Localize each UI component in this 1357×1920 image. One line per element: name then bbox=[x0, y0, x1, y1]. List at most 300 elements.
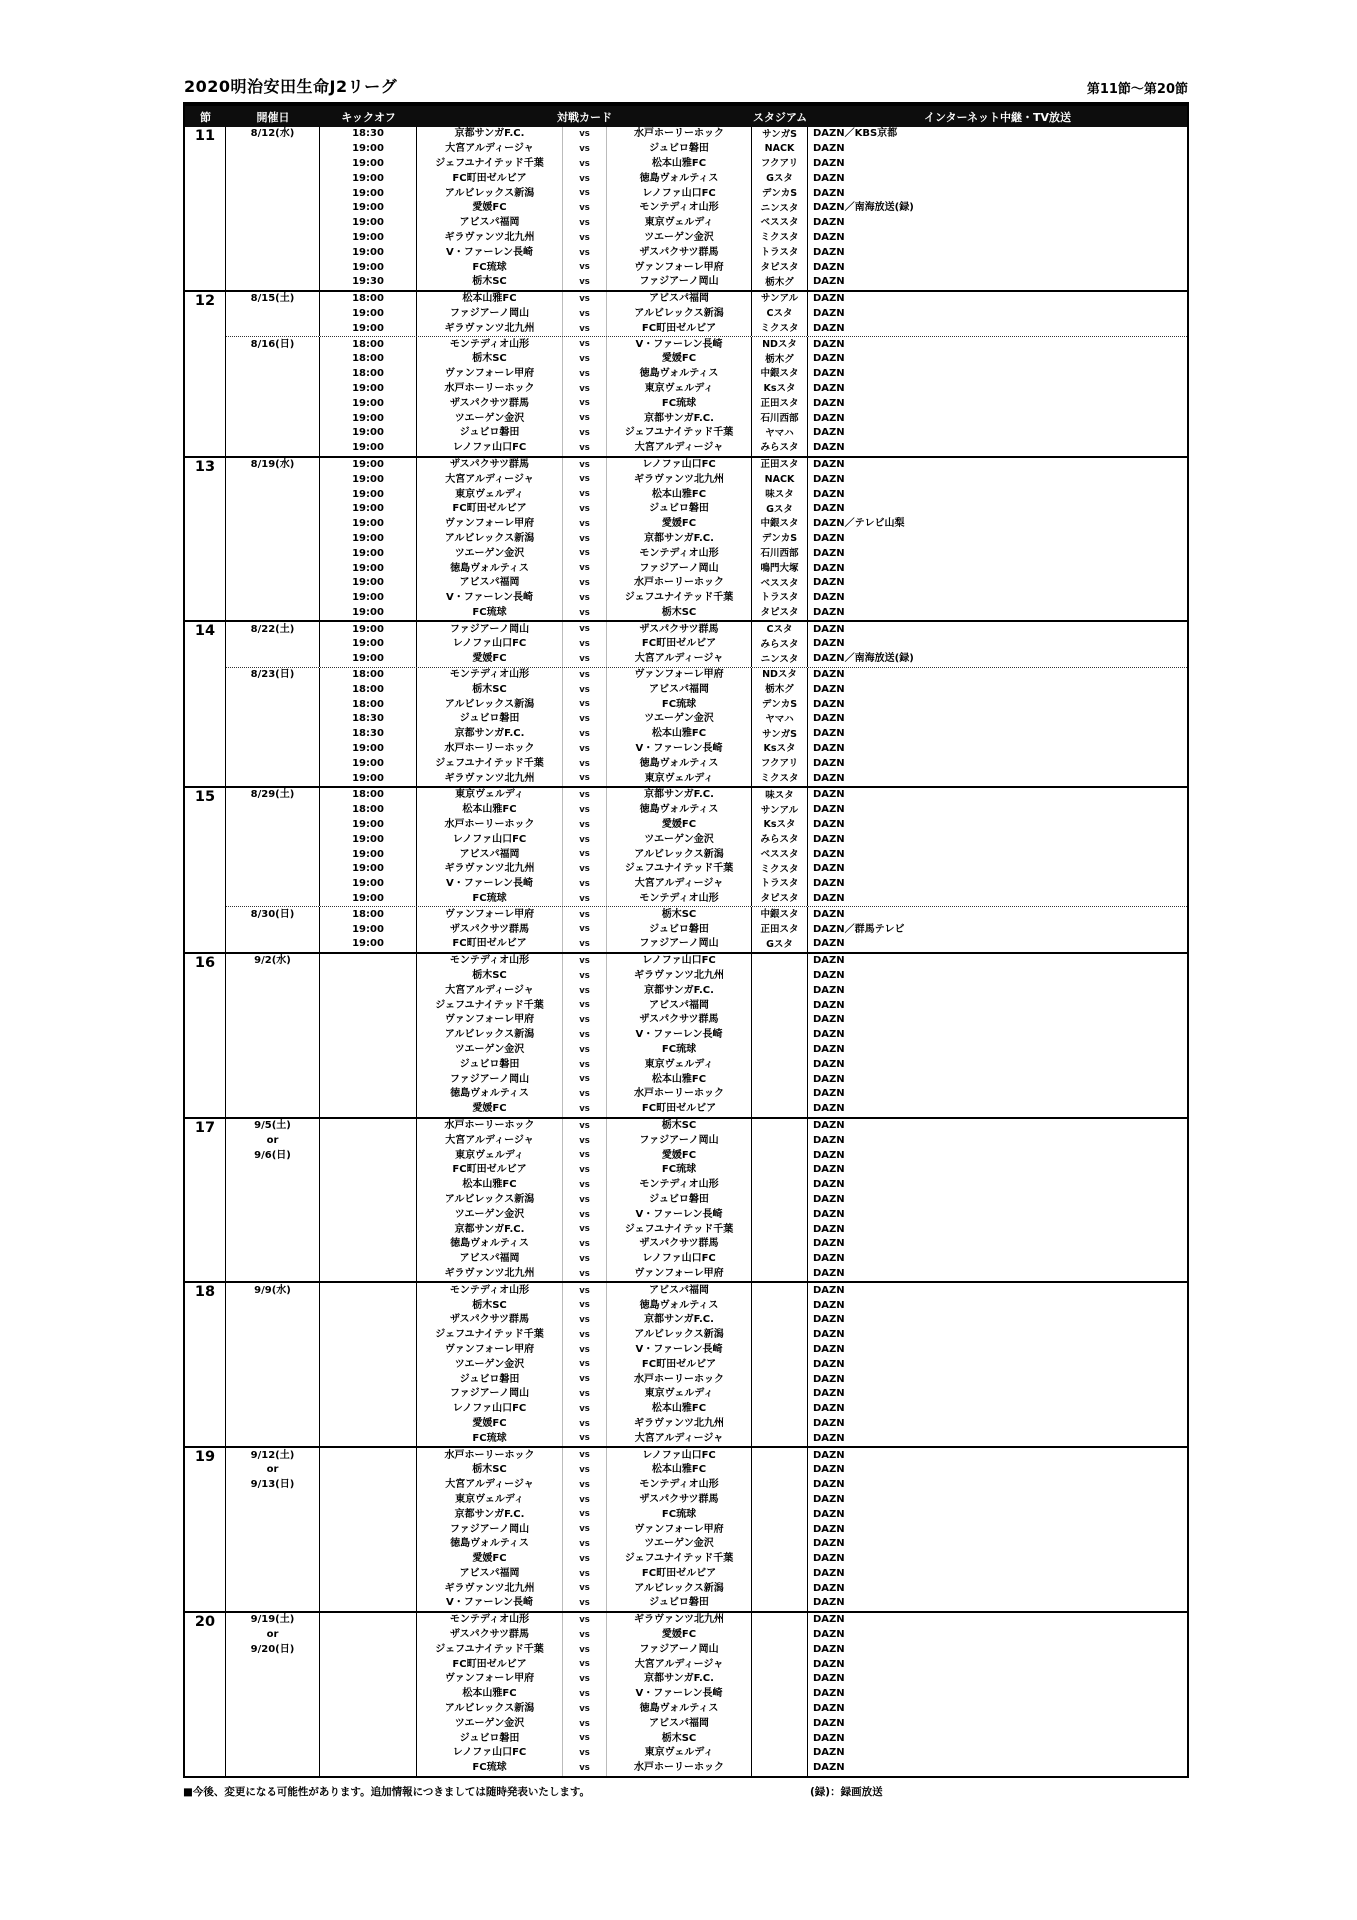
broadcast-cell: DAZN bbox=[813, 1747, 845, 1759]
date-cell bbox=[226, 561, 320, 576]
away-team: V・ファーレン長崎 bbox=[607, 742, 752, 757]
stadium-cell: 鳴門大塚 bbox=[752, 561, 808, 576]
home-team: ツエーゲン金沢 bbox=[417, 1207, 563, 1222]
stadium-cell: みらスタ bbox=[752, 637, 808, 652]
away-team: モンテディオ山形 bbox=[607, 201, 752, 216]
kickoff-cell bbox=[320, 1463, 417, 1478]
match-row bbox=[226, 803, 1187, 818]
kickoff-cell bbox=[320, 1343, 417, 1358]
match-row bbox=[226, 1746, 1187, 1761]
stadium-cell bbox=[752, 1402, 808, 1417]
stadium-cell bbox=[752, 1237, 808, 1252]
match-row bbox=[226, 307, 1187, 322]
stadium-cell: Gスタ bbox=[752, 502, 808, 517]
home-team: 水戸ホーリーホック bbox=[417, 818, 563, 833]
vs-label: vs bbox=[563, 1687, 607, 1702]
kickoff-cell: 18:00 bbox=[320, 352, 417, 367]
stadium-cell: ミクスタ bbox=[752, 862, 808, 877]
broadcast-cell: DAZN bbox=[813, 1479, 845, 1491]
stadium-cell: トラスタ bbox=[752, 877, 808, 892]
section-number: 17 bbox=[185, 1119, 226, 1282]
home-team: ザスパクサツ群馬 bbox=[417, 1628, 563, 1643]
date-cell bbox=[226, 1013, 320, 1028]
broadcast-cell: DAZN bbox=[813, 955, 845, 967]
stadium-cell: 味スタ bbox=[752, 487, 808, 502]
vs-label: vs bbox=[563, 712, 607, 727]
stadium-cell: NDスタ bbox=[752, 668, 808, 683]
match-row bbox=[226, 742, 1187, 757]
broadcast-cell: DAZN／南海放送(録) bbox=[813, 202, 914, 214]
kickoff-cell: 19:00 bbox=[320, 561, 417, 576]
match-row bbox=[226, 1193, 1187, 1208]
stadium-cell: トラスタ bbox=[752, 245, 808, 260]
section-rows bbox=[226, 127, 1187, 290]
vs-label: vs bbox=[563, 382, 607, 397]
away-team: 水戸ホーリーホック bbox=[607, 1761, 752, 1776]
stadium-cell bbox=[752, 1448, 808, 1463]
broadcast-cell: DAZN bbox=[813, 772, 845, 784]
kickoff-cell: 19:00 bbox=[320, 142, 417, 157]
match-row bbox=[226, 1522, 1187, 1537]
home-team: ファジアーノ岡山 bbox=[417, 307, 563, 322]
away-team: ツエーゲン金沢 bbox=[607, 231, 752, 246]
home-team: モンテディオ山形 bbox=[417, 668, 563, 683]
match-row bbox=[226, 697, 1187, 712]
home-team: 栃木SC bbox=[417, 1298, 563, 1313]
kickoff-cell: 19:00 bbox=[320, 892, 417, 907]
date-cell bbox=[226, 1746, 320, 1761]
match-row bbox=[226, 1448, 1187, 1463]
kickoff-cell bbox=[320, 1478, 417, 1493]
broadcast-cell: DAZN bbox=[813, 1179, 845, 1191]
away-team: アルビレックス新潟 bbox=[607, 1581, 752, 1596]
away-team: 愛媛FC bbox=[607, 818, 752, 833]
date-cell bbox=[226, 756, 320, 771]
broadcast-cell: DAZN bbox=[813, 322, 845, 334]
vs-label: vs bbox=[563, 1372, 607, 1387]
vs-label: vs bbox=[563, 411, 607, 426]
broadcast-cell: DAZN bbox=[813, 1567, 845, 1579]
away-team: 東京ヴェルディ bbox=[607, 1746, 752, 1761]
match-row bbox=[226, 1222, 1187, 1237]
vs-label: vs bbox=[563, 1417, 607, 1432]
home-team: モンテディオ山形 bbox=[417, 1283, 563, 1298]
home-team: 京都サンガF.C. bbox=[417, 1507, 563, 1522]
stadium-cell bbox=[752, 1761, 808, 1776]
section-number: 12 bbox=[185, 292, 226, 456]
date-cell bbox=[226, 1072, 320, 1087]
home-team: 水戸ホーリーホック bbox=[417, 742, 563, 757]
stadium-cell bbox=[752, 1343, 808, 1358]
away-team: 水戸ホーリーホック bbox=[607, 1087, 752, 1102]
kickoff-cell: 19:00 bbox=[320, 321, 417, 336]
match-row bbox=[226, 1596, 1187, 1611]
vs-label: vs bbox=[563, 472, 607, 487]
section-rows bbox=[226, 1119, 1187, 1282]
broadcast-cell: DAZN bbox=[813, 1388, 845, 1400]
date-cell bbox=[226, 1267, 320, 1282]
kickoff-cell: 18:00 bbox=[320, 337, 417, 352]
away-team: ジュビロ磐田 bbox=[607, 1193, 752, 1208]
footer-note: ■今後、変更になる可能性があります。追加情報につきましては随時発表いたします。 bbox=[183, 1785, 591, 1798]
match-row bbox=[226, 561, 1187, 576]
match-row bbox=[226, 517, 1187, 532]
home-team: 大宮アルディージャ bbox=[417, 983, 563, 998]
stadium-cell bbox=[752, 969, 808, 984]
kickoff-cell bbox=[320, 1163, 417, 1178]
broadcast-cell: DAZN bbox=[813, 863, 845, 875]
kickoff-cell: 19:00 bbox=[320, 201, 417, 216]
date-cell: 8/15(土) bbox=[226, 292, 320, 307]
stadium-cell: Cスタ bbox=[752, 622, 808, 637]
home-team: ヴァンフォーレ甲府 bbox=[417, 907, 563, 922]
date-cell bbox=[226, 847, 320, 862]
away-team: ヴァンフォーレ甲府 bbox=[607, 1522, 752, 1537]
date-cell bbox=[226, 157, 320, 172]
home-team: ヴァンフォーレ甲府 bbox=[417, 517, 563, 532]
home-team: FC琉球 bbox=[417, 606, 563, 621]
date-cell bbox=[226, 186, 320, 201]
match-row bbox=[226, 201, 1187, 216]
broadcast-cell: DAZN bbox=[813, 893, 845, 905]
stadium-cell: サンアル bbox=[752, 803, 808, 818]
away-team: 松本山雅FC bbox=[607, 1072, 752, 1087]
home-team: アビスパ福岡 bbox=[417, 1252, 563, 1267]
away-team: アビスパ福岡 bbox=[607, 292, 752, 307]
vs-label: vs bbox=[563, 1222, 607, 1237]
match-row bbox=[226, 186, 1187, 201]
vs-label: vs bbox=[563, 1507, 607, 1522]
vs-label: vs bbox=[563, 1133, 607, 1148]
home-team: ギラヴァンツ北九州 bbox=[417, 321, 563, 336]
away-team: 徳島ヴォルティス bbox=[607, 756, 752, 771]
vs-label: vs bbox=[563, 1043, 607, 1058]
section-rows bbox=[226, 788, 1187, 952]
match-row bbox=[226, 576, 1187, 591]
broadcast-cell: DAZN bbox=[813, 669, 845, 681]
match-row bbox=[226, 1507, 1187, 1522]
away-team: ファジアーノ岡山 bbox=[607, 1642, 752, 1657]
match-row bbox=[226, 969, 1187, 984]
away-team: 松本山雅FC bbox=[607, 1463, 752, 1478]
broadcast-cell: DAZN bbox=[813, 1597, 845, 1609]
kickoff-cell bbox=[320, 1313, 417, 1328]
kickoff-cell: 19:00 bbox=[320, 591, 417, 606]
away-team: ツエーゲン金沢 bbox=[607, 712, 752, 727]
title-bar bbox=[183, 74, 1189, 97]
stadium-cell bbox=[752, 1567, 808, 1582]
away-team: 松本山雅FC bbox=[607, 157, 752, 172]
home-team: ヴァンフォーレ甲府 bbox=[417, 1343, 563, 1358]
home-team: アルビレックス新潟 bbox=[417, 186, 563, 201]
vs-label: vs bbox=[563, 142, 607, 157]
broadcast-cell: DAZN bbox=[813, 1403, 845, 1415]
vs-label: vs bbox=[563, 756, 607, 771]
vs-label: vs bbox=[563, 1148, 607, 1163]
broadcast-cell: DAZN bbox=[813, 577, 845, 589]
date-cell bbox=[226, 922, 320, 937]
stadium-cell bbox=[752, 1298, 808, 1313]
vs-label: vs bbox=[563, 532, 607, 547]
match-row bbox=[226, 1537, 1187, 1552]
date-cell bbox=[226, 652, 320, 667]
vs-label: vs bbox=[563, 367, 607, 382]
vs-label: vs bbox=[563, 426, 607, 441]
match-row bbox=[226, 1102, 1187, 1117]
vs-label: vs bbox=[563, 127, 607, 142]
broadcast-cell: DAZN bbox=[813, 1343, 845, 1355]
kickoff-cell bbox=[320, 1148, 417, 1163]
away-team: アルビレックス新潟 bbox=[607, 1328, 752, 1343]
vs-label: vs bbox=[563, 1596, 607, 1611]
kickoff-cell: 18:00 bbox=[320, 907, 417, 922]
broadcast-cell: DAZN bbox=[813, 908, 845, 920]
date-cell bbox=[226, 1567, 320, 1582]
home-team: ファジアーノ岡山 bbox=[417, 1522, 563, 1537]
away-team: ヴァンフォーレ甲府 bbox=[607, 260, 752, 275]
section-rows bbox=[226, 954, 1187, 1117]
home-team: ザスパクサツ群馬 bbox=[417, 396, 563, 411]
date-cell bbox=[226, 1672, 320, 1687]
match-row bbox=[226, 1387, 1187, 1402]
date-cell: 8/30(日) bbox=[226, 907, 320, 922]
kickoff-cell: 19:00 bbox=[320, 818, 417, 833]
match-row bbox=[226, 1313, 1187, 1328]
home-team: 京都サンガF.C. bbox=[417, 127, 563, 142]
stadium-cell bbox=[752, 1313, 808, 1328]
match-row bbox=[226, 1628, 1187, 1643]
kickoff-cell: 19:00 bbox=[320, 307, 417, 322]
match-row bbox=[226, 502, 1187, 517]
away-team: アビスパ福岡 bbox=[607, 1283, 752, 1298]
vs-label: vs bbox=[563, 292, 607, 307]
broadcast-cell: DAZN bbox=[813, 1058, 845, 1070]
stadium-cell: Ksスタ bbox=[752, 382, 808, 397]
kickoff-cell: 19:00 bbox=[320, 937, 417, 952]
match-row bbox=[226, 1207, 1187, 1222]
broadcast-cell: DAZN bbox=[813, 999, 845, 1011]
date-cell bbox=[226, 487, 320, 502]
stadium-cell bbox=[752, 1207, 808, 1222]
broadcast-cell: DAZN bbox=[813, 1223, 845, 1235]
stadium-cell: Ksスタ bbox=[752, 742, 808, 757]
broadcast-cell: DAZN bbox=[813, 1658, 845, 1670]
kickoff-cell: 19:00 bbox=[320, 216, 417, 231]
kickoff-cell bbox=[320, 998, 417, 1013]
kickoff-cell: 19:00 bbox=[320, 652, 417, 667]
date-cell bbox=[226, 1237, 320, 1252]
home-team: アルビレックス新潟 bbox=[417, 697, 563, 712]
home-team: 松本山雅FC bbox=[417, 803, 563, 818]
away-team: ジュビロ磐田 bbox=[607, 502, 752, 517]
stadium-cell: 中銀スタ bbox=[752, 517, 808, 532]
away-team: ジュビロ磐田 bbox=[607, 1596, 752, 1611]
away-team: 徳島ヴォルティス bbox=[607, 171, 752, 186]
stadium-cell: ベススタ bbox=[752, 576, 808, 591]
broadcast-cell: DAZN bbox=[813, 261, 845, 273]
broadcast-cell: DAZN bbox=[813, 1267, 845, 1279]
match-row bbox=[226, 1478, 1187, 1493]
section-15 bbox=[185, 786, 1187, 952]
date-cell bbox=[226, 1028, 320, 1043]
vs-label: vs bbox=[563, 1119, 607, 1134]
broadcast-cell: DAZN bbox=[813, 276, 845, 288]
date-cell bbox=[226, 441, 320, 456]
match-row bbox=[226, 546, 1187, 561]
vs-label: vs bbox=[563, 546, 607, 561]
stadium-cell: サンガS bbox=[752, 127, 808, 142]
home-team: レノファ山口FC bbox=[417, 832, 563, 847]
vs-label: vs bbox=[563, 1237, 607, 1252]
home-team: 東京ヴェルディ bbox=[417, 1148, 563, 1163]
match-row bbox=[226, 1283, 1187, 1298]
broadcast-cell: DAZN bbox=[813, 1673, 845, 1685]
vs-label: vs bbox=[563, 561, 607, 576]
stadium-cell bbox=[752, 1657, 808, 1672]
match-row bbox=[226, 1178, 1187, 1193]
match-row bbox=[226, 771, 1187, 786]
home-team: ツエーゲン金沢 bbox=[417, 1357, 563, 1372]
match-row bbox=[226, 426, 1187, 441]
home-team: ジェフユナイテッド千葉 bbox=[417, 998, 563, 1013]
away-team: ファジアーノ岡山 bbox=[607, 275, 752, 290]
match-row bbox=[226, 1761, 1187, 1776]
away-team: FC琉球 bbox=[607, 1507, 752, 1522]
home-team: ギラヴァンツ北九州 bbox=[417, 862, 563, 877]
vs-label: vs bbox=[563, 157, 607, 172]
vs-label: vs bbox=[563, 231, 607, 246]
kickoff-cell bbox=[320, 1431, 417, 1446]
match-row bbox=[226, 245, 1187, 260]
stadium-cell bbox=[752, 998, 808, 1013]
match-row bbox=[226, 877, 1187, 892]
vs-label: vs bbox=[563, 396, 607, 411]
broadcast-cell: DAZN bbox=[813, 938, 845, 950]
vs-label: vs bbox=[563, 1716, 607, 1731]
broadcast-cell: DAZN bbox=[813, 547, 845, 559]
broadcast-cell: DAZN bbox=[813, 833, 845, 845]
vs-label: vs bbox=[563, 1387, 607, 1402]
away-team: アビスパ福岡 bbox=[607, 682, 752, 697]
kickoff-cell bbox=[320, 1043, 417, 1058]
date-cell: 8/29(土) bbox=[226, 788, 320, 803]
away-team: ギラヴァンツ北九州 bbox=[607, 969, 752, 984]
broadcast-cell: DAZN bbox=[813, 1329, 845, 1341]
broadcast-cell: DAZN bbox=[813, 1029, 845, 1041]
date-cell bbox=[226, 382, 320, 397]
date-cell bbox=[226, 352, 320, 367]
section-rows bbox=[226, 292, 1187, 456]
kickoff-cell: 19:30 bbox=[320, 275, 417, 290]
header-kickoff: キックオフ bbox=[341, 110, 396, 124]
vs-label: vs bbox=[563, 1493, 607, 1508]
away-team: FC琉球 bbox=[607, 697, 752, 712]
broadcast-cell: DAZN bbox=[813, 353, 845, 365]
broadcast-cell: DAZN bbox=[813, 970, 845, 982]
home-team: 徳島ヴォルティス bbox=[417, 1537, 563, 1552]
away-team: モンテディオ山形 bbox=[607, 1478, 752, 1493]
kickoff-cell: 19:00 bbox=[320, 411, 417, 426]
away-team: 徳島ヴォルティス bbox=[607, 803, 752, 818]
stadium-cell: 正田スタ bbox=[752, 922, 808, 937]
stadium-cell bbox=[752, 1672, 808, 1687]
vs-label: vs bbox=[563, 1761, 607, 1776]
broadcast-cell: DAZN bbox=[813, 1164, 845, 1176]
date-cell bbox=[226, 1493, 320, 1508]
broadcast-cell: DAZN bbox=[813, 1358, 845, 1370]
match-row bbox=[226, 1687, 1187, 1702]
match-row bbox=[226, 411, 1187, 426]
date-cell bbox=[226, 517, 320, 532]
match-row bbox=[226, 1013, 1187, 1028]
kickoff-cell: 19:00 bbox=[320, 877, 417, 892]
broadcast-cell: DAZN bbox=[813, 293, 845, 305]
away-team: ギラヴァンツ北九州 bbox=[607, 472, 752, 487]
home-team: レノファ山口FC bbox=[417, 441, 563, 456]
match-row bbox=[226, 1581, 1187, 1596]
home-team: 栃木SC bbox=[417, 352, 563, 367]
away-team: 京都サンガF.C. bbox=[607, 532, 752, 547]
date-cell bbox=[226, 367, 320, 382]
vs-label: vs bbox=[563, 727, 607, 742]
vs-label: vs bbox=[563, 275, 607, 290]
kickoff-cell: 18:00 bbox=[320, 292, 417, 307]
kickoff-cell: 18:00 bbox=[320, 668, 417, 683]
vs-label: vs bbox=[563, 907, 607, 922]
home-team: レノファ山口FC bbox=[417, 637, 563, 652]
home-team: 水戸ホーリーホック bbox=[417, 1448, 563, 1463]
away-team: 徳島ヴォルティス bbox=[607, 1702, 752, 1717]
section-16 bbox=[185, 952, 1187, 1117]
kickoff-cell: 18:00 bbox=[320, 788, 417, 803]
away-team: 徳島ヴォルティス bbox=[607, 1298, 752, 1313]
away-team: ファジアーノ岡山 bbox=[607, 937, 752, 952]
home-team: アビスパ福岡 bbox=[417, 216, 563, 231]
date-cell bbox=[226, 682, 320, 697]
section-rows bbox=[226, 1613, 1187, 1776]
broadcast-cell: DAZN bbox=[813, 728, 845, 740]
home-team: ザスパクサツ群馬 bbox=[417, 458, 563, 473]
vs-label: vs bbox=[563, 969, 607, 984]
home-team: ファジアーノ岡山 bbox=[417, 622, 563, 637]
kickoff-cell bbox=[320, 1298, 417, 1313]
stadium-cell bbox=[752, 1193, 808, 1208]
vs-label: vs bbox=[563, 307, 607, 322]
home-team: レノファ山口FC bbox=[417, 1746, 563, 1761]
section-rows bbox=[226, 1283, 1187, 1446]
kickoff-cell: 19:00 bbox=[320, 382, 417, 397]
vs-label: vs bbox=[563, 352, 607, 367]
vs-label: vs bbox=[563, 954, 607, 969]
stadium-cell bbox=[752, 1746, 808, 1761]
stadium-cell bbox=[752, 1148, 808, 1163]
header-date: 開催日 bbox=[256, 110, 290, 124]
home-team: アビスパ福岡 bbox=[417, 576, 563, 591]
date-cell bbox=[226, 1537, 320, 1552]
vs-label: vs bbox=[563, 1431, 607, 1446]
match-row bbox=[226, 682, 1187, 697]
section-17 bbox=[185, 1117, 1187, 1282]
date-cell: or bbox=[226, 1463, 320, 1478]
home-team: ジュビロ磐田 bbox=[417, 712, 563, 727]
date-cell bbox=[226, 1298, 320, 1313]
kickoff-cell bbox=[320, 1057, 417, 1072]
date-cell bbox=[226, 983, 320, 998]
stadium-cell bbox=[752, 983, 808, 998]
section-number: 18 bbox=[185, 1283, 226, 1446]
vs-label: vs bbox=[563, 1642, 607, 1657]
home-team: ギラヴァンツ北九州 bbox=[417, 231, 563, 246]
